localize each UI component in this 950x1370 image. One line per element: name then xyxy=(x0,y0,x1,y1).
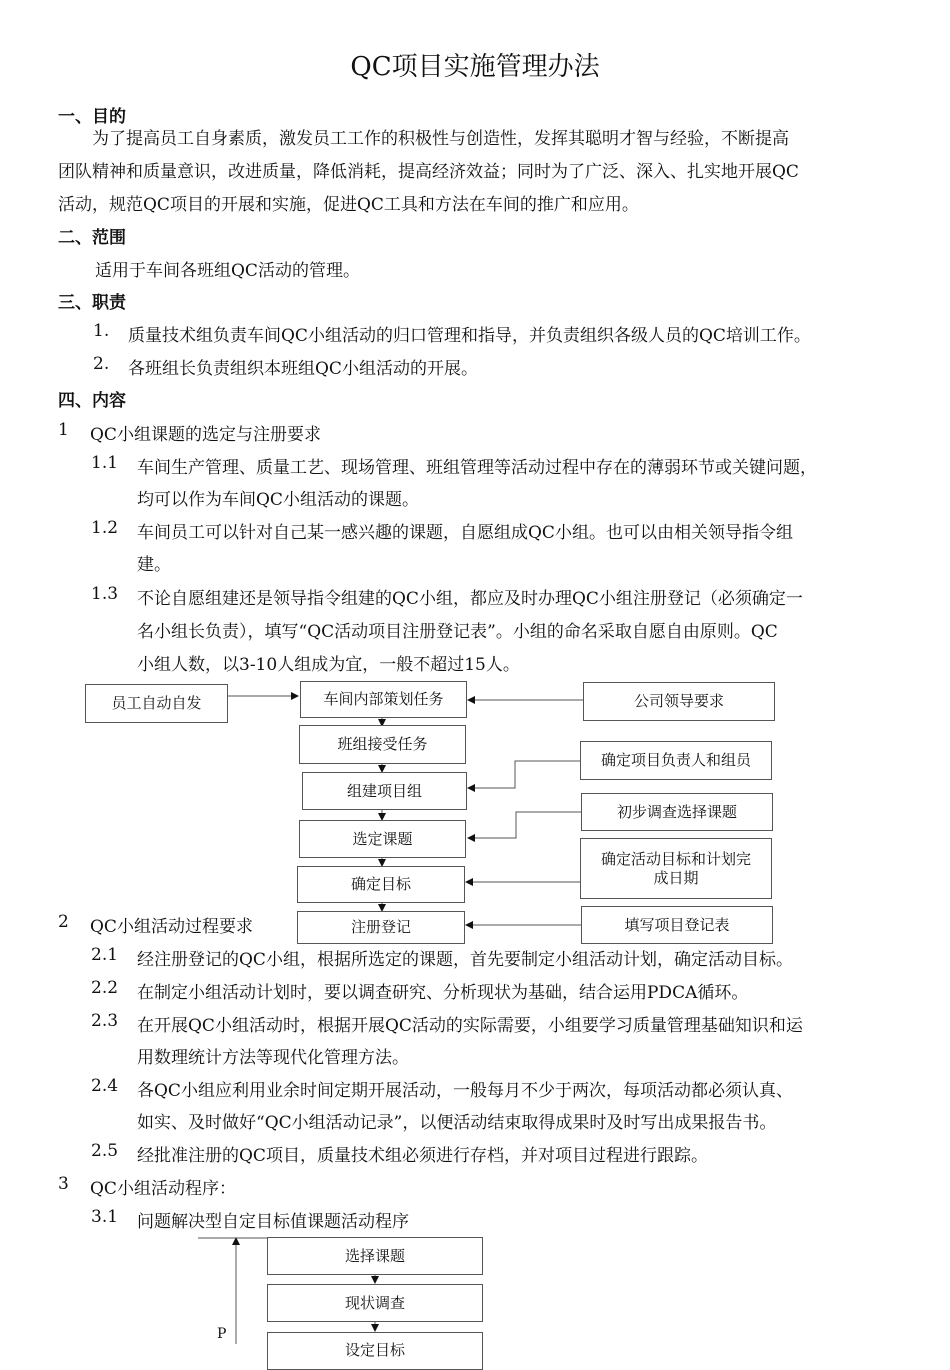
scope-text: 适用于车间各班组QC活动的管理。 xyxy=(95,261,360,281)
flow-box-workshop-planning: 车间内部策划任务 xyxy=(300,681,467,718)
flow-box-company-leader-request: 公司领导要求 xyxy=(583,682,775,721)
purpose-line-2: 团队精神和质量意识，改进质量，降低消耗，提高经济效益；同时为了广泛、深入、扎实地开展QC xyxy=(58,162,799,182)
subsection-number-1: 1 xyxy=(58,420,69,440)
duty-text-1: 质量技术组负责车间QC小组活动的归口管理和指导，并负责组织各级人员的QC培训工作。 xyxy=(128,326,811,346)
subsection-number-2: 2 xyxy=(58,912,69,932)
clause-number-2-2: 2.2 xyxy=(91,978,119,998)
clause-text-2-1: 经注册登记的QC小组，根据所选定的课题，首先要制定小组活动计划，确定活动目标。 xyxy=(137,950,793,970)
flow-box-team-accepts-task: 班组接受任务 xyxy=(299,725,466,764)
clause-text-1-1-a: 车间生产管理、质量工艺、现场管理、班组管理等活动过程中存在的薄弱环节或关键问题， xyxy=(137,458,817,478)
clause-number-3-1: 3.1 xyxy=(91,1207,119,1227)
flow-box-self-initiated: 员工自动自发 xyxy=(85,684,228,723)
clause-number-1-1: 1.1 xyxy=(91,453,119,473)
flow2-plan-label: P xyxy=(217,1326,227,1342)
purpose-line-1: 为了提高员工自身素质，激发员工工作的积极性与创造性，发挥其聪明才智与经验，不断提高 xyxy=(92,129,789,149)
clause-text-2-2: 在制定小组活动计划时，要以调查研究、分析现状为基础，结合运用PDCA循环。 xyxy=(137,983,749,1003)
clause-number-2-1: 2.1 xyxy=(91,945,119,965)
subsection-title-3: QC小组活动程序： xyxy=(90,1179,236,1199)
duty-text-2: 各班组长负责组织本班组QC小组活动的开展。 xyxy=(128,359,478,379)
page-title: QC项目实施管理办法 xyxy=(350,52,600,82)
clause-text-1-1-b: 均可以作为车间QC小组活动的课题。 xyxy=(137,490,419,510)
section-heading-content: 四、内容 xyxy=(58,391,126,411)
flow-box-define-goal-schedule: 确定活动目标和计划完成日期 xyxy=(580,838,772,899)
section-heading-purpose: 一、目的 xyxy=(58,107,126,127)
clause-number-1-2: 1.2 xyxy=(91,518,119,538)
subsection-title-2: QC小组活动过程要求 xyxy=(90,917,253,937)
flow-box-define-leader-members: 确定项目负责人和组员 xyxy=(580,741,772,780)
flow-box-select-topic: 选定课题 xyxy=(299,820,466,858)
clause-text-2-4-a: 各QC小组应利用业余时间定期开展活动，一般每月不少于两次，每项活动都必须认真、 xyxy=(137,1081,793,1101)
clause-text-1-3-b: 名小组长负责），填写“QC活动项目注册登记表”。小组的命名采取自愿自由原则。QC xyxy=(137,622,778,642)
clause-text-1-3-a: 不论自愿组建还是领导指令组建的QC小组，都应及时办理QC小组注册登记（必须确定一 xyxy=(137,589,803,609)
clause-text-2-5: 经批准注册的QC项目，质量技术组必须进行存档，并对项目过程进行跟踪。 xyxy=(137,1146,708,1166)
clause-number-2-3: 2.3 xyxy=(91,1011,119,1031)
flow-box-form-project-group: 组建项目组 xyxy=(302,772,467,810)
flow2-box-set-target: 设定目标 xyxy=(267,1332,483,1370)
duty-number-1: 1. xyxy=(93,321,110,341)
flow-box-fill-registration-form: 填写项目登记表 xyxy=(581,906,773,944)
subsection-title-1: QC小组课题的选定与注册要求 xyxy=(90,425,321,445)
clause-text-3-1: 问题解决型自定目标值课题活动程序 xyxy=(137,1212,409,1232)
clause-number-2-4: 2.4 xyxy=(91,1076,119,1096)
clause-text-1-3-c: 小组人数，以3-10人组成为宜，一般不超过15人。 xyxy=(137,655,520,675)
subsection-number-3: 3 xyxy=(58,1174,69,1194)
section-heading-scope: 二、范围 xyxy=(58,228,126,248)
flow-box-initial-survey: 初步调查选择课题 xyxy=(581,793,773,831)
clause-text-2-3-a: 在开展QC小组活动时，根据开展QC活动的实际需要，小组要学习质量管理基础知识和运 xyxy=(137,1016,803,1036)
duty-number-2: 2. xyxy=(93,354,110,374)
flow2-box-select-topic: 选择课题 xyxy=(267,1237,483,1275)
clause-text-2-4-b: 如实、及时做好“QC小组活动记录”，以便活动结束取得成果时及时写出成果报告书。 xyxy=(137,1113,777,1133)
flow-box-register: 注册登记 xyxy=(297,911,465,944)
clause-number-1-3: 1.3 xyxy=(91,584,119,604)
section-heading-duties: 三、职责 xyxy=(58,293,126,313)
clause-text-1-2-b: 建。 xyxy=(137,555,171,575)
clause-number-2-5: 2.5 xyxy=(91,1141,119,1161)
clause-text-1-2-a: 车间员工可以针对自己某一感兴趣的课题，自愿组成QC小组。也可以由相关领导指令组 xyxy=(137,523,793,543)
flow-box-set-target: 确定目标 xyxy=(297,866,465,903)
flow2-box-status-survey: 现状调查 xyxy=(267,1284,483,1322)
clause-text-2-3-b: 用数理统计方法等现代化管理方法。 xyxy=(137,1048,409,1068)
purpose-line-3: 活动，规范QC项目的开展和实施，促进QC工具和方法在车间的推广和应用。 xyxy=(58,195,639,215)
